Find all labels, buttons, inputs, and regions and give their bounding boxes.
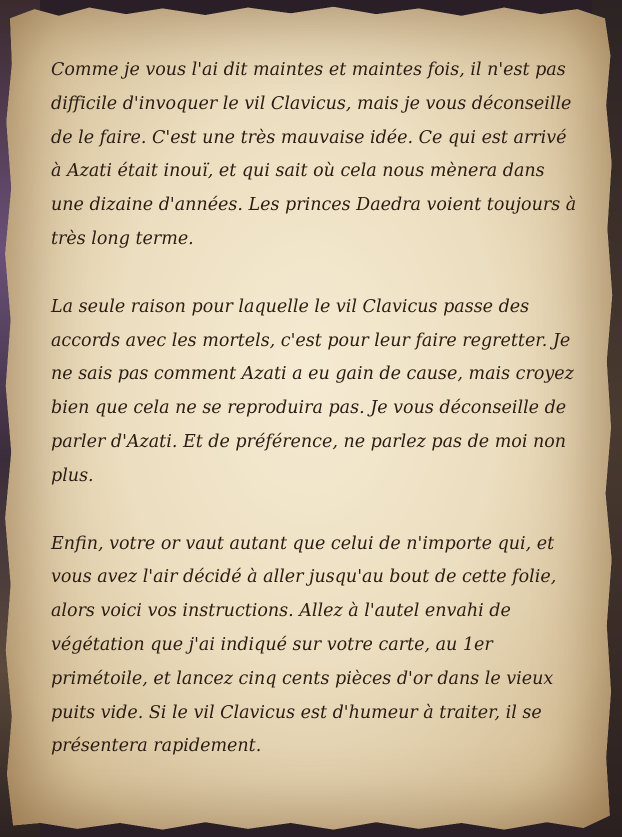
note-paragraph-1: Comme je vous l'ai dit maintes et maintes fois, il n'est pas difficile d'invoquer le vil Clavicus, mais je vous déconseille de le faire. C'est une très mauvaise idée. Ce qui est arrivé à Azati était inouï, et qui sait où cela nous mènera dans une dizaine d'années. Les princes Daedra voient toujours à très long terme. (51, 60, 577, 249)
note-paragraph-2: La seule raison pour laquelle le vil Clavicus passe des accords avec les mortels, c'est pour leur faire regretter. Je ne sais pas comment Azati a eu gain de cause, mais croyez bien que cela ne se reproduira pas. Je vous déconseille de parler d'Azati. Et de préférence, ne parlez pas de moi non plus. (51, 296, 574, 486)
note-paragraph-3: Enfin, votre or vaut autant que celui de n'importe qui, et vous avez l'air décidé à aller jusqu'au bout de cette folie, alors voici vos instructions. Allez à l'autel envahi de végétation que j'ai indiqué sur votre carte, au 1er primétoile, et lancez cinq cents pièces d'or dans le vieux puits vide. Si le vil Clavicus est d'humeur à traiter, il se présentera rapidement. (51, 533, 557, 757)
note-text (51, 54, 581, 798)
